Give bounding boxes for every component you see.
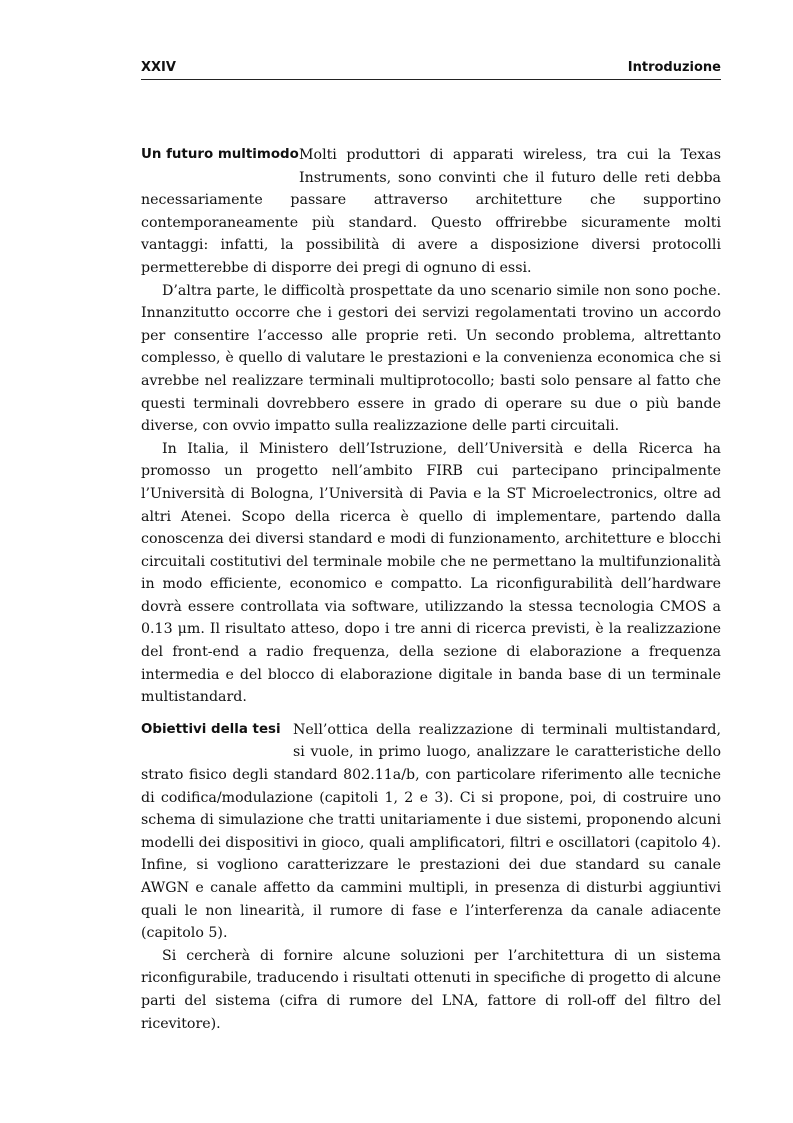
paragraph: In Italia, il Ministero dell’Istruzione, dell’Università e della Ricerca ha promosso un progetto nell’ambito FIRB cui partecipano principalmente l’Università di Bologna, l’Università di Pavia e la ST Microelectronics, oltre ad altri Atenei. Scopo della ricerca è quello di implementare, partendo dalla conoscenza dei diversi standard e modi di funzionamento, architetture e blocchi circuitali costitutivi del terminale mobile che ne permettano la multifunzionalità in modo efficiente, economico e compatto. La riconfigurabilità dell’hardware dovrà essere controllata via software, utilizzando la stessa tecnologia CMOS a 0.13 μm. Il risultato atteso, dopo i tre anni di ricerca previsti, è la realizzazione del front-end a radio frequenza, della sezione di elaborazione a frequenza intermedia e del blocco di elaborazione digitale in banda base di un terminale multistandard. — [141, 440, 721, 706]
section-obiettivi — [141, 719, 721, 1035]
paragraph: Nell’ottica della realizzazione di terminali multistandard, si vuole, in primo luogo, analizzare le caratteristiche dello strato fisico degli standard 802.11a/b, con particolare riferimento alle tecniche di codifica/modulazione (capitoli 1, 2 e 3). Ci si propone, poi, di costruire uno schema di simulazione che tratti unitariamente i due sistemi, proponendo alcuni modelli dei dispositivi in gioco, quali amplificatori, filtri e oscillatori (capitolo 4). Infine, si vogliono caratterizzare le prestazioni dei due standard su canale AWGN e canale affetto da cammini multipli, in presenza di disturbi aggiuntivi quali le non linearità, il rumore di fase e l’interferenza da canale adiacente (capitolo 5). — [141, 721, 722, 942]
running-header — [141, 59, 721, 80]
section-futuro-multimodo — [141, 144, 721, 709]
section-heading: Obiettivi della tesi — [141, 721, 281, 737]
chapter-title: Introduzione — [627, 60, 721, 75]
paragraph: Molti produttori di apparati wireless, tra cui la Texas Instruments, sono convinti che il futuro delle reti debba necessariamente passare attraverso architetture che supportino contemporaneamente più standard. Questo offrirebbe sicuramente molti vantaggi: infatti, la possibilità di avere a disposizione diversi protocolli permetterebbe di disporre dei pregi di ognuno di essi. — [141, 147, 721, 276]
page-body — [141, 144, 721, 1035]
section-heading: Un futuro multimodo — [141, 147, 299, 162]
paragraph: Si cercherà di fornire alcune soluzioni per l’architettura di un sistema riconfigurabile, traducendo i risultati ottenuti in specifiche di progetto di alcune parti del sistema (cifra di rumore del LNA, fattore di roll-off del filtro del ricevitore). — [141, 947, 721, 1032]
page-number: XXIV — [141, 60, 176, 75]
paragraph: D’altra parte, le difficoltà prospettate da uno scenario simile non sono poche. Innanzitutto occorre che i gestori dei servizi regolamentati trovino un accordo per consentire l’accesso alle proprie reti. Un secondo problema, altrettanto complesso, è quello di valutare le prestazioni e la convenienza economica che si avrebbe nel realizzare terminali multiprotocollo; basti solo pensare al fatto che questi terminali dovrebbero essere in grado di operare su due o più bande diverse, con ovvio impatto sulla realizzazione delle parti circuitali. — [141, 282, 721, 435]
